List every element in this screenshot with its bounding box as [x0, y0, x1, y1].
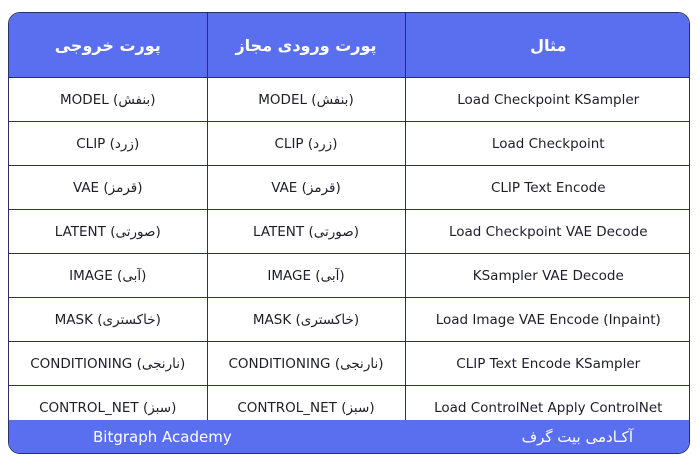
cell-input-port: CONDITIONING (نارنجی) — [207, 342, 405, 386]
cell-example: KSampler VAE Decode — [405, 254, 690, 298]
cell-input-port: CLIP (زرد) — [207, 122, 405, 166]
table-row — [9, 210, 690, 254]
cell-input-port: VAE (قرمز) — [207, 166, 405, 210]
cell-example: Load Image VAE Encode (Inpaint) — [405, 298, 690, 342]
ports-table — [9, 13, 690, 430]
cell-output-port: MODEL (بنفش) — [9, 78, 207, 122]
cell-example: Load Checkpoint VAE Decode — [405, 210, 690, 254]
cell-input-port: IMAGE (آبی) — [207, 254, 405, 298]
cell-output-port: LATENT (صورتی) — [9, 210, 207, 254]
cell-input-port: MASK (خاکستری) — [207, 298, 405, 342]
cell-example: CLIP Text Encode — [405, 166, 690, 210]
cell-output-port: CLIP (زرد) — [9, 122, 207, 166]
cell-output-port: IMAGE (آبی) — [9, 254, 207, 298]
cell-input-port: LATENT (صورتی) — [207, 210, 405, 254]
header-input-port: پورت ورودی مجاز — [207, 13, 405, 78]
table-row — [9, 122, 690, 166]
header-example: مثال — [405, 13, 690, 78]
ports-table-card — [8, 12, 690, 454]
brand-name-english: Bitgraph Academy — [93, 427, 232, 446]
cell-example: CLIP Text Encode KSampler — [405, 342, 690, 386]
brand-name-persian: آکـادمی بیت گرف — [521, 427, 633, 446]
cell-output-port: CONDITIONING (نارنجی) — [9, 342, 207, 386]
table-row — [9, 166, 690, 210]
cell-input-port: CONTROL_NET (سبز) — [207, 386, 405, 430]
table-row — [9, 78, 690, 122]
cell-input-port: MODEL (بنفش) — [207, 78, 405, 122]
cell-example: Load Checkpoint KSampler — [405, 78, 690, 122]
cell-example: Load Checkpoint — [405, 122, 690, 166]
brand-footer — [9, 420, 689, 453]
cell-output-port: CONTROL_NET (سبز) — [9, 386, 207, 430]
cell-output-port: VAE (قرمز) — [9, 166, 207, 210]
table-row — [9, 342, 690, 386]
table-header-row — [9, 13, 690, 78]
header-output-port: پورت خروجی — [9, 13, 207, 78]
table-row — [9, 298, 690, 342]
table-row — [9, 254, 690, 298]
cell-example: Load ControlNet Apply ControlNet — [405, 386, 690, 430]
cell-output-port: MASK (خاکستری) — [9, 298, 207, 342]
